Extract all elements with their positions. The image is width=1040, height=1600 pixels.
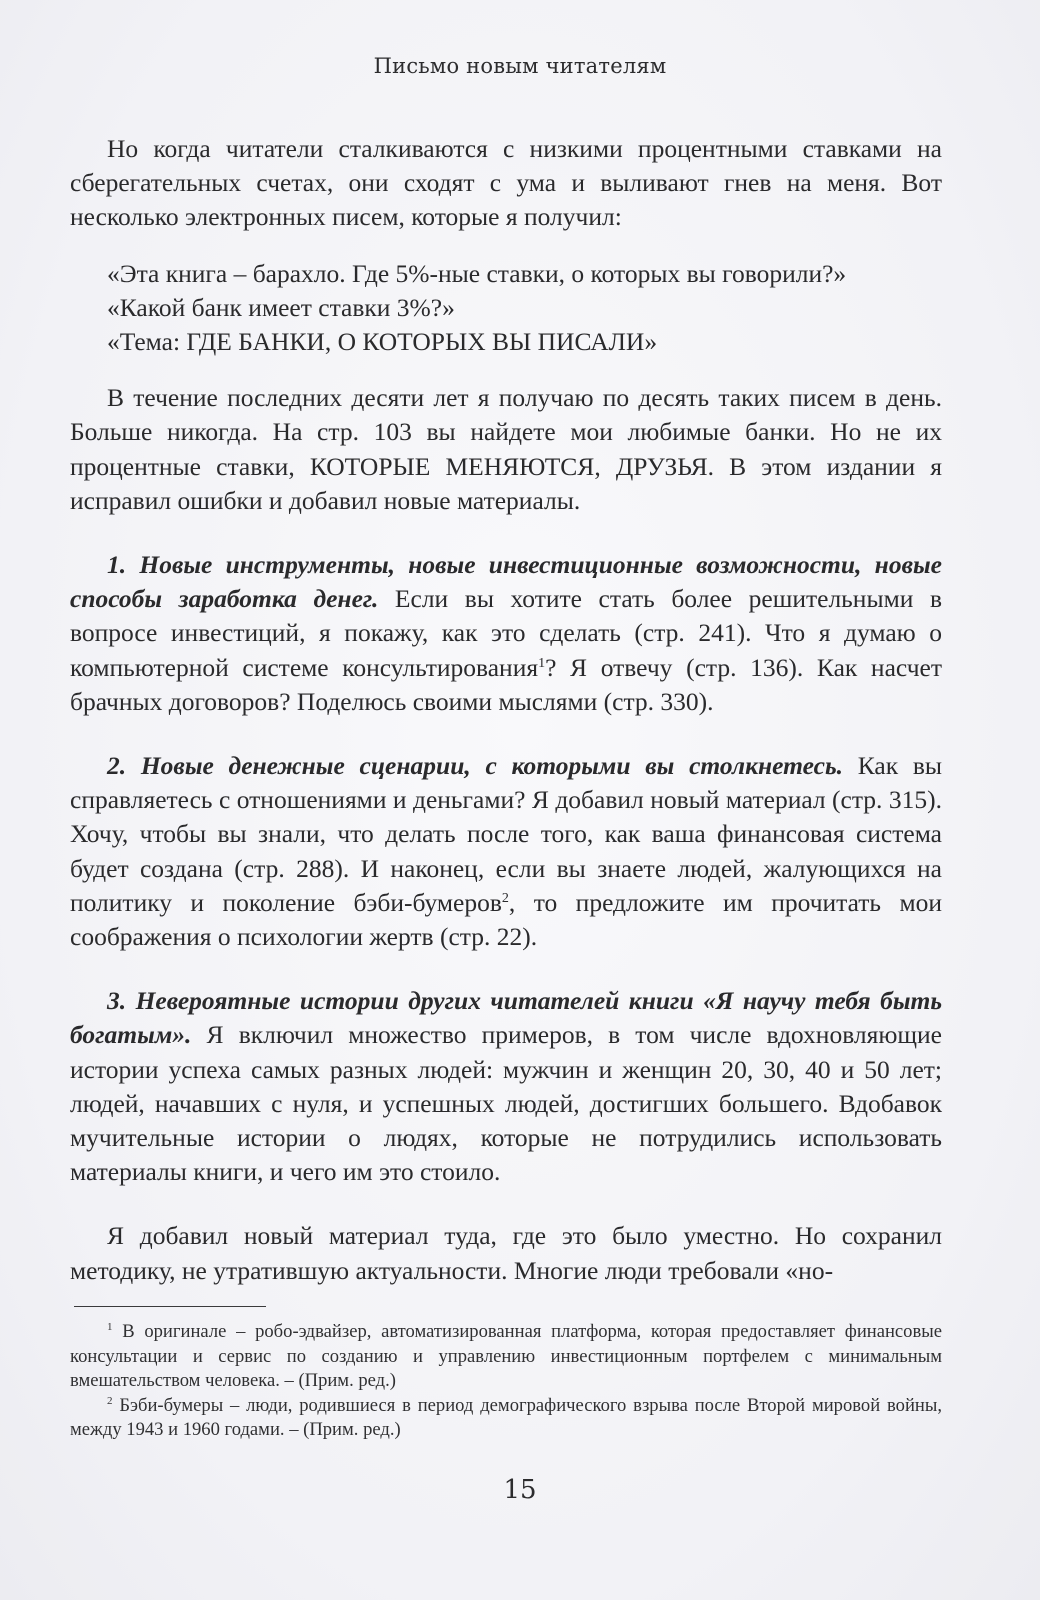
page-number: 15 — [503, 1475, 537, 1505]
item-2-text-b: , то предложите им прочитать мои соображения о психологии жертв (стр. 22). — [70, 887, 942, 952]
item-2-lead: 2. Новые денежные сценарии, с которыми вы столкнетесь. — [107, 751, 843, 781]
email-quote-2: «Какой банк имеет ставки 3%?» — [107, 292, 455, 322]
item-3 — [70, 984, 942, 1189]
item-2 — [70, 749, 942, 954]
footnote-2 — [70, 1394, 942, 1443]
footnote-divider — [74, 1306, 266, 1307]
running-head: Письмо новым читателям — [373, 54, 667, 78]
footnotes — [70, 1320, 942, 1443]
paragraph-2: В течение последних десяти лет я получаю по десять таких писем в день. Больше никогда. На стр. 103 вы найдете мои любимые банки. Но не их процентные ставки, КОТОРЫЕ МЕНЯЮТСЯ, ДРУЗЬЯ. В этом издании я исправил ошибки и добавил новые материалы. — [70, 383, 942, 515]
footnote-text-2: Бэби-бумеры – люди, родившиеся в период демографического взрыва после Второй мировой войны, между 1943 и 1960 годами. – (Прим. ред.) — [70, 1394, 942, 1440]
footnote-1 — [70, 1320, 942, 1394]
main-text — [70, 132, 942, 1288]
email-quotes — [70, 257, 942, 360]
item-3-text: Я включил множество примеров, в том числе вдохновляющие истории успеха самых разных людей: мужчин и женщин 20, 30, 40 и 50 лет; людей, начавших с нуля, и успешных людей, достигших большего. Вдобавок мучительные истории о людях, которые не потрудились использовать материалы книги, и чего им это стоило. — [70, 1020, 942, 1187]
email-quote-1: «Эта книга – барахло. Где 5%-ные ставки, о которых вы говорили?» — [107, 258, 847, 288]
item-3-lead: 3. Невероятные истории других читателей книги «Я научу тебя быть богатым». — [70, 986, 942, 1050]
item-1-text-b: ? Я отвечу (стр. 136). Как насчет брачных договоров? Поделюсь своими мыслями (стр. 330). — [70, 652, 942, 716]
last-paragraph: Я добавил новый материал туда, где это было уместно. Но сохранил методику, не утратившую актуальности. Многие люди требовали «но- — [70, 1221, 942, 1285]
footnote-text-1: В оригинале – робо-эдвайзер, автоматизированная платформа, которая предоставляет финансовые консультации и сервис по созданию и управлению инвестиционным портфелем с минимальным вмешательством человека. – (Прим. ред.) — [70, 1321, 942, 1391]
footnote-number-2: 2 — [107, 1394, 113, 1407]
intro-paragraph: Но когда читатели сталкиваются с низкими процентными ставками на сберегательных счетах, они сходят с ума и выливают гнев на меня. Вот несколько электронных писем, которые я получил: — [70, 134, 942, 232]
footnote-number-1: 1 — [107, 1321, 113, 1333]
email-quote-3: «Тема: ГДЕ БАНКИ, О КОТОРЫХ ВЫ ПИСАЛИ» — [107, 327, 658, 357]
footnote-ref-1: 1 — [538, 655, 546, 671]
footnote-ref-2: 2 — [501, 890, 509, 906]
item-1 — [70, 548, 942, 719]
item-1-text-a: Если вы хотите стать более решительными в вопросе инвестиций, я покажу, как это сделать (стр. 241). Что я думаю о компьютерной системе консультирования — [70, 584, 942, 682]
item-2-text-a: Как вы справляетесь с отношениями и деньгами? Я добавил новый материал (стр. 315). Хочу, чтобы вы знали, что делать после того, как ваша финансовая система будет создана (стр. 288). И наконец, если вы знаете людей, жалующихся на политику и поколение бэби-бумеров — [70, 751, 942, 917]
item-1-lead: 1. Новые инструменты, новые инвестиционные возможности, новые способы заработка денег. — [70, 550, 942, 614]
